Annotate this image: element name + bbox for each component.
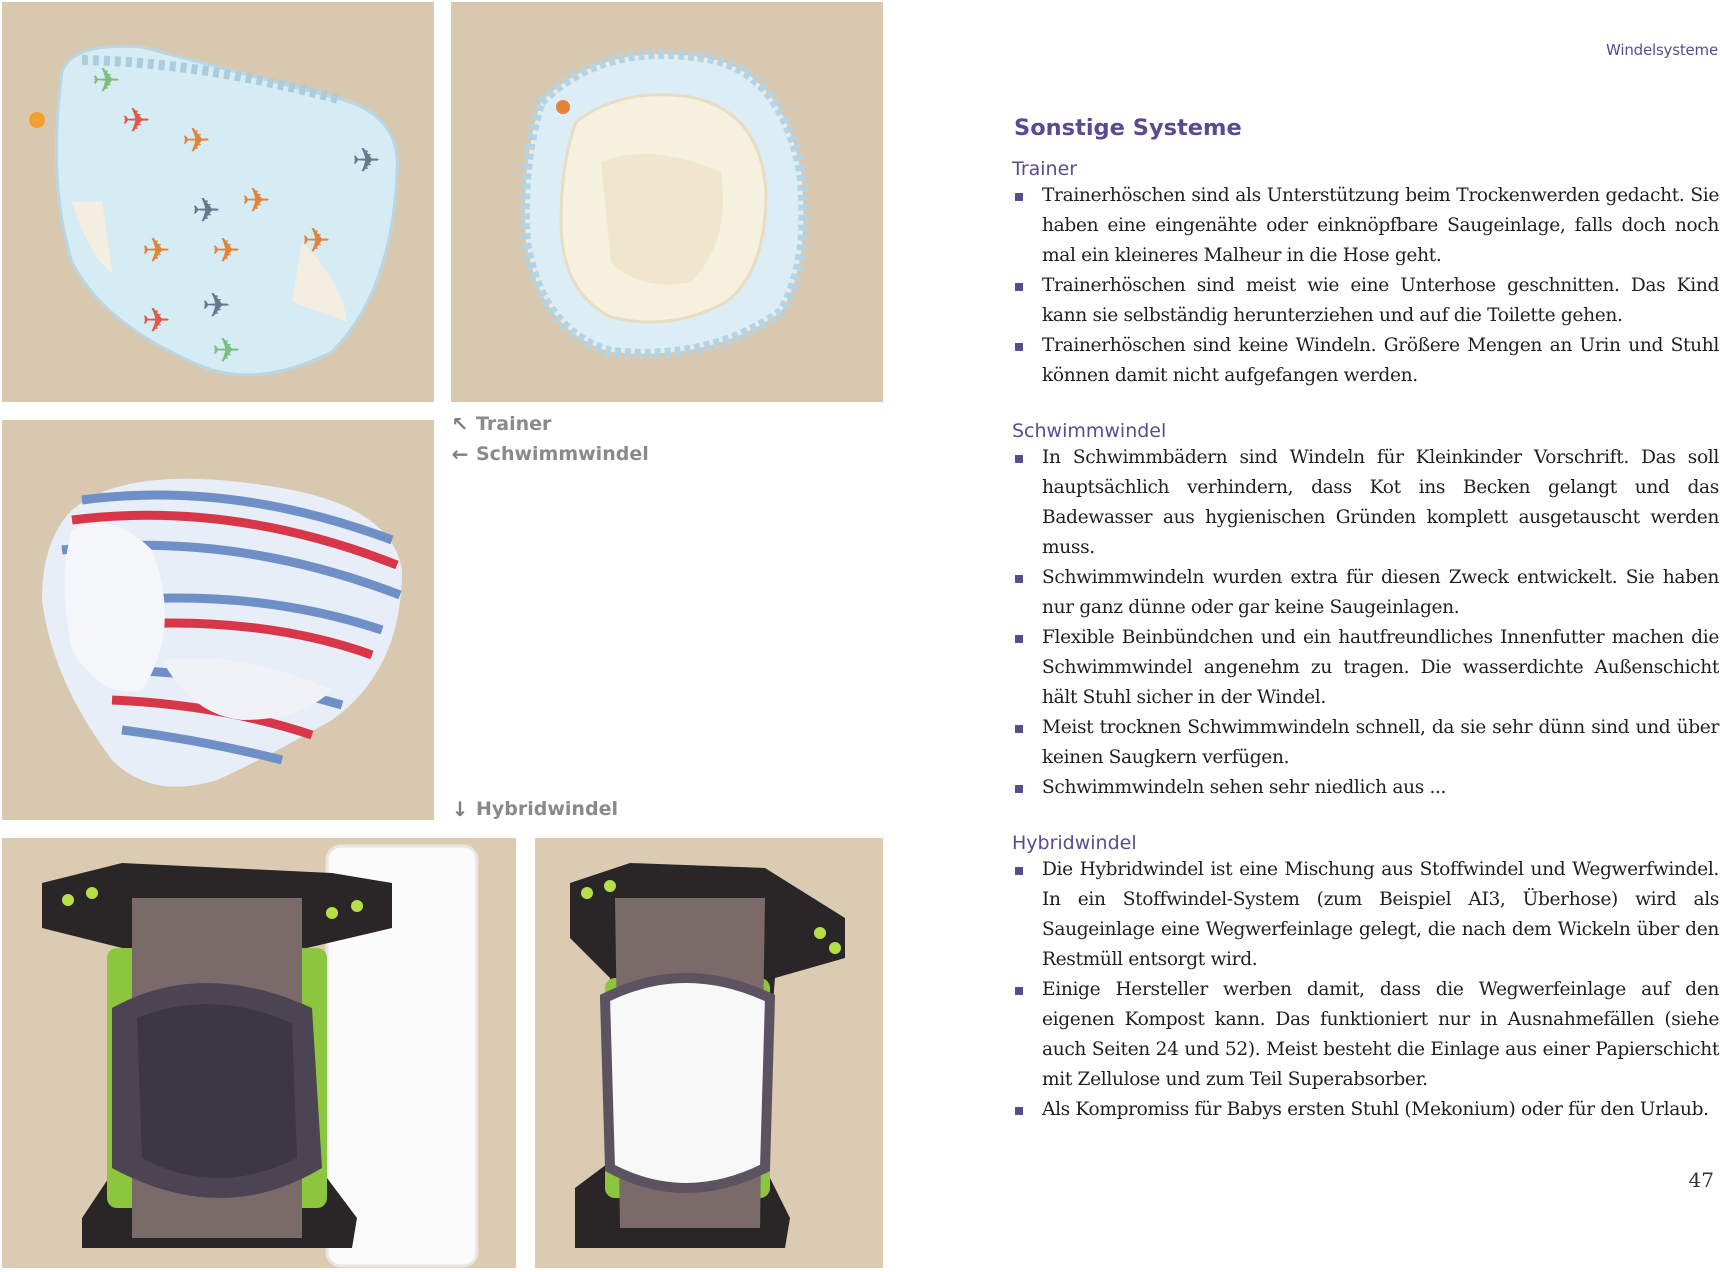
bullet-item: Flexible Beinbündchen und ein hautfreundliches Innenfutter machen die Schwimmwindel angenehm zu tragen. Die wasserdichte Außenschicht hält Stuhl sicher in der Windel. <box>1012 623 1719 713</box>
bullet-item: Meist trocknen Schwimmwindeln schnell, da sie sehr dünn sind und über keinen Saugkern verfügen. <box>1012 713 1719 773</box>
subsection-schwimmwindel <box>1012 420 1719 803</box>
bullet-square-icon <box>1015 867 1023 875</box>
photo-hybridwindel-open <box>2 838 516 1268</box>
svg-text:✈: ✈ <box>122 101 151 141</box>
bullet-item: Einige Hersteller werben damit, dass die Wegwerfeinlage auf den eigenen Kompost kann. Das funktioniert nur in Ausnahmefällen (siehe auch Seiten 24 und 52). Meist besteht die Einlage aus einer Papierschicht mit Zellulose und zum Teil Superabsorber. <box>1012 975 1719 1095</box>
svg-text:✈: ✈ <box>302 221 331 261</box>
photo-schwimmwindel <box>2 420 434 820</box>
arrow-left-icon: ← <box>451 442 469 466</box>
bullet-square-icon <box>1015 193 1023 201</box>
arrow-down-icon: ↓ <box>451 797 469 821</box>
svg-text:✈: ✈ <box>212 231 241 271</box>
bullet-item: Als Kompromiss für Babys ersten Stuhl (Mekonium) oder für den Urlaub. <box>1012 1095 1719 1125</box>
photo-trainer-outside <box>2 2 434 402</box>
svg-text:✈: ✈ <box>212 331 241 371</box>
svg-text:✈: ✈ <box>142 231 171 271</box>
bullet-item: Die Hybridwindel ist eine Mischung aus Stoffwindel und Wegwerfwindel. In ein Stoffwindel-System (zum Beispiel AI3, Überhose) wird als Saugeinlage eine Wegwerfeinlage gelegt, die nach dem Wickeln über den Restmüll entsorgt wird. <box>1012 855 1719 975</box>
caption-trainer: ↖ Trainer <box>451 412 552 436</box>
bullet-item: Trainerhöschen sind meist wie eine Unterhose geschnitten. Das Kind kann sie selbständig herunterziehen und auf die Toilette gehen. <box>1012 271 1719 331</box>
subsection-trainer <box>1012 158 1719 391</box>
bullet-list <box>1012 855 1719 1125</box>
svg-text:✈: ✈ <box>92 61 121 101</box>
text-column <box>1012 115 1719 1154</box>
subsection-title: Schwimmwindel <box>1012 420 1167 442</box>
bullet-square-icon <box>1015 575 1023 583</box>
caption-hybridwindel: ↓ Hybridwindel <box>451 797 618 821</box>
page-number: 47 <box>1688 1168 1714 1192</box>
bullet-item: Trainerhöschen sind als Unterstützung beim Trockenwerden gedacht. Sie haben eine eingenähte oder einknöpfbare Saugeinlage, falls doch noch mal ein kleineres Malheur in die Hose geht. <box>1012 181 1719 271</box>
bullet-square-icon <box>1015 785 1023 793</box>
photo-hybridwindel-einlage <box>535 838 883 1268</box>
bullet-item: In Schwimmbädern sind Windeln für Kleinkinder Vorschrift. Das soll hauptsächlich verhindern, dass Kot ins Becken gelangt und das Badewasser aus hygienischen Gründen komplett ausgetauscht werden muss. <box>1012 443 1719 563</box>
bullet-square-icon <box>1015 725 1023 733</box>
svg-text:✈: ✈ <box>242 181 271 221</box>
bullet-square-icon <box>1015 987 1023 995</box>
bullet-square-icon <box>1015 283 1023 291</box>
photo-trainer-inside <box>451 2 883 402</box>
subsection-title: Hybridwindel <box>1012 832 1137 854</box>
svg-text:✈: ✈ <box>142 301 171 341</box>
bullet-square-icon <box>1015 1107 1023 1115</box>
section-title: Sonstige Systeme <box>1014 115 1242 141</box>
arrow-up-left-icon: ↖ <box>451 412 469 436</box>
svg-text:✈: ✈ <box>202 286 231 326</box>
bullet-list <box>1012 443 1719 803</box>
subsection-hybridwindel <box>1012 832 1719 1125</box>
bullet-square-icon <box>1015 455 1023 463</box>
bullet-item: Trainerhöschen sind keine Windeln. Größere Mengen an Urin und Stuhl können damit nicht aufgefangen werden. <box>1012 331 1719 391</box>
bullet-list <box>1012 181 1719 391</box>
subsection-title: Trainer <box>1012 158 1078 180</box>
bullet-square-icon <box>1015 635 1023 643</box>
running-head: Windelsysteme <box>1606 41 1718 59</box>
bullet-item: Schwimmwindeln sehen sehr niedlich aus ... <box>1012 773 1719 803</box>
bullet-square-icon <box>1015 343 1023 351</box>
caption-schwimmwindel: ← Schwimmwindel <box>451 442 649 466</box>
svg-text:✈: ✈ <box>182 121 211 161</box>
svg-text:✈: ✈ <box>352 141 381 181</box>
bullet-item: Schwimmwindeln wurden extra für diesen Zweck entwickelt. Sie haben nur ganz dünne oder gar keine Saugeinlagen. <box>1012 563 1719 623</box>
svg-text:✈: ✈ <box>192 191 221 231</box>
